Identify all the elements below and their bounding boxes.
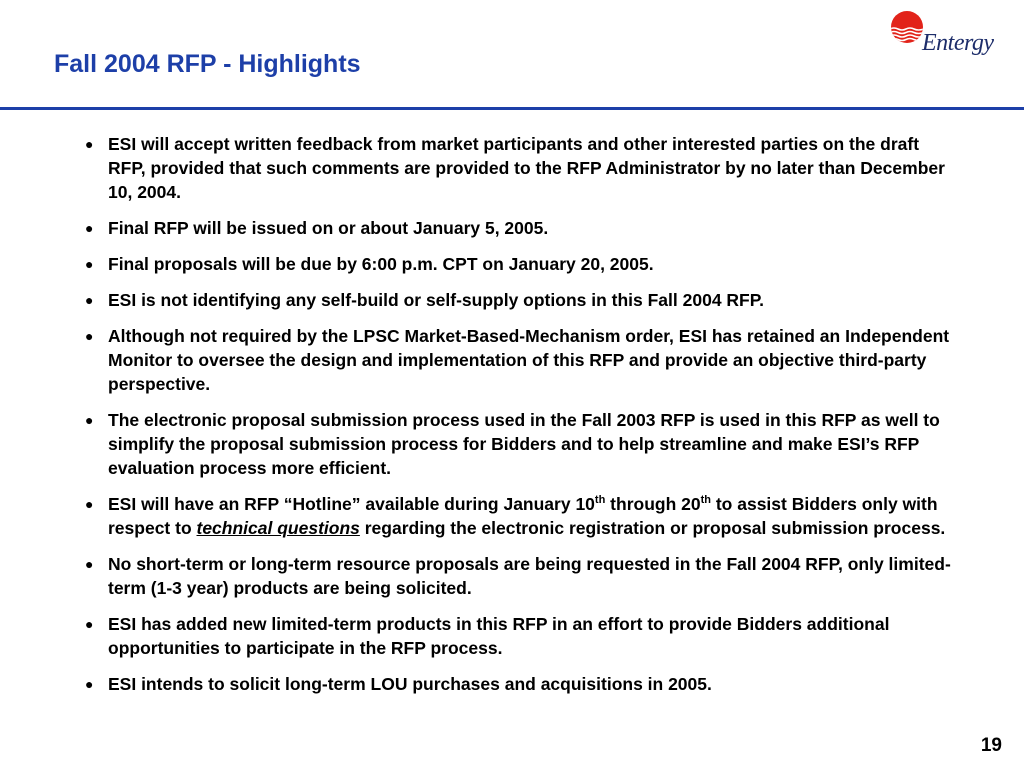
- ordinal-suffix: th: [700, 494, 711, 507]
- bullet-icon: ●: [85, 556, 94, 572]
- bullet-item: [85, 492, 955, 540]
- bullet-text-part: through 20: [605, 494, 701, 514]
- entergy-sun-icon: [890, 10, 924, 44]
- bullet-icon: ●: [85, 412, 94, 428]
- bullet-item: [85, 216, 955, 240]
- bullet-item: [85, 672, 955, 696]
- bullet-text: ESI will accept written feedback from market participants and other interested parties on the draft RFP, provided that such comments are provided to the RFP Administrator by no later than December 10, 2004.: [108, 134, 945, 202]
- bullet-text: No short-term or long-term resource proposals are being requested in the Fall 2004 RFP, only limited-term (1-3 year) products are being solicited.: [108, 554, 951, 598]
- logo-wordmark: Entergy: [922, 30, 994, 56]
- bullet-text-part: to assist Bidders only with respect to: [108, 494, 938, 538]
- bullet-icon: ●: [85, 292, 94, 308]
- entergy-logo: [890, 10, 1012, 62]
- title-divider: [0, 107, 1024, 110]
- bullet-text: The electronic proposal submission process used in the Fall 2003 RFP is used in this RFP as well to simplify the proposal submission process for Bidders and to help streamline and make ESI’s RFP evaluation process more efficient.: [108, 410, 940, 478]
- bullet-text: Final proposals will be due by 6:00 p.m. CPT on January 20, 2005.: [108, 254, 654, 274]
- page-number: 19: [980, 735, 1002, 756]
- bullet-icon: ●: [85, 676, 94, 692]
- slide-title: Fall 2004 RFP - Highlights: [54, 50, 361, 78]
- technical-questions-link[interactable]: technical questions: [196, 518, 360, 538]
- bullet-text: Although not required by the LPSC Market-Based-Mechanism order, ESI has retained an Independent Monitor to oversee the design and implementation of this RFP and provide an objective third-party perspective.: [108, 326, 950, 394]
- bullet-item: [85, 132, 955, 204]
- bullet-icon: ●: [85, 616, 94, 632]
- bullet-icon: ●: [85, 136, 94, 152]
- bullet-item: [85, 288, 955, 312]
- bullet-item: [85, 252, 955, 276]
- bullet-text: [108, 494, 945, 538]
- bullet-icon: ●: [85, 328, 94, 344]
- bullet-item: [85, 552, 955, 600]
- bullet-text-part: regarding the electronic registration or proposal submission process.: [359, 518, 946, 538]
- bullet-icon: ●: [85, 256, 94, 272]
- bullet-text-part: ESI will have an RFP “Hotline” available during January 10: [108, 494, 595, 514]
- bullet-item: [85, 408, 955, 480]
- bullet-icon: ●: [85, 496, 94, 512]
- bullet-item: [85, 324, 955, 396]
- bullet-item: [85, 612, 955, 660]
- bullet-text: ESI has added new limited-term products in this RFP in an effort to provide Bidders additional opportunities to participate in the RFP process.: [108, 614, 890, 658]
- ordinal-suffix: th: [594, 494, 606, 507]
- bullet-text: Final RFP will be issued on or about January 5, 2005.: [108, 218, 549, 238]
- bullet-icon: ●: [85, 220, 94, 236]
- bullet-text: ESI is not identifying any self-build or self-supply options in this Fall 2004 RFP.: [108, 290, 765, 310]
- bullet-list: [85, 132, 955, 708]
- bullet-text: ESI intends to solicit long-term LOU purchases and acquisitions in 2005.: [108, 674, 712, 694]
